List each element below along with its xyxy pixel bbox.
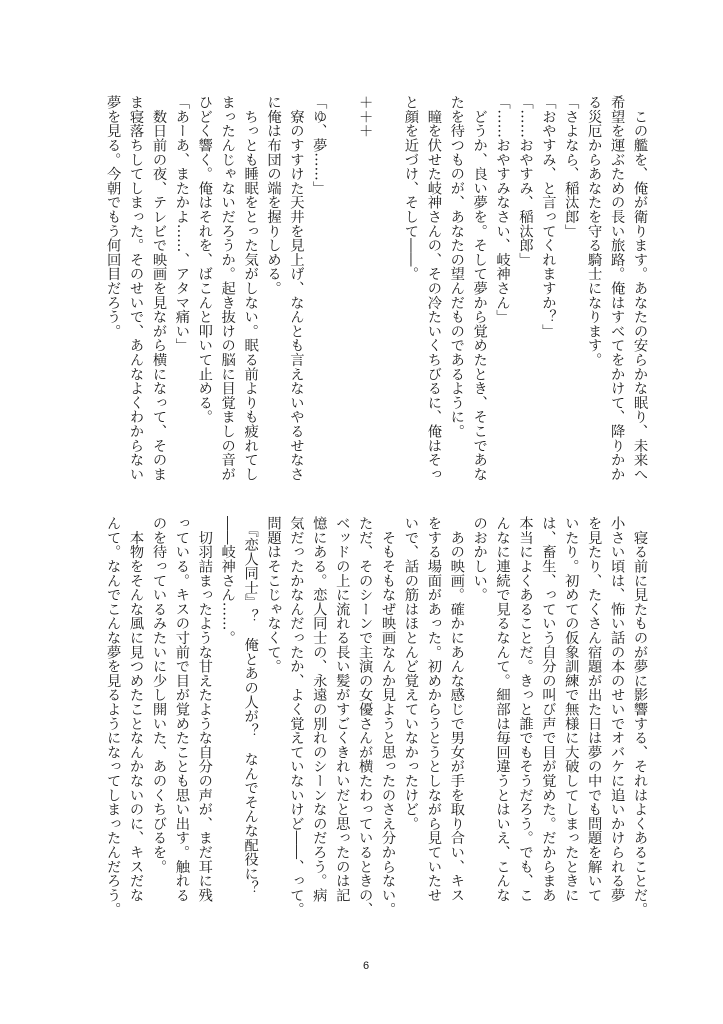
text-line: 「……おやすみ、稲汰郎」 <box>517 95 534 267</box>
text-line: ベッドの上に流れる長い髪がすごくきれいだと思ったのは記 <box>334 516 351 903</box>
text-line <box>330 95 353 487</box>
text-line: 「……おやすみなさい、岐神さん」 <box>494 95 511 324</box>
page-number: 6 <box>363 960 370 972</box>
lower-text-block <box>101 516 651 940</box>
upper-text-block <box>101 95 651 487</box>
text-line: あの映画。確かにあんな感じで男女が手を取り合い、キス <box>448 516 465 903</box>
text-line <box>376 95 399 487</box>
text-line: 寝る前に見たものが夢に影響する、それはよくあることだ。 <box>632 516 648 917</box>
text-line: 「あーあ、またかよ……、アタマ痛い」 <box>173 95 190 353</box>
text-line: 切羽詰まったような甘えたような自分の声が、まだ耳に残 <box>196 516 213 903</box>
text-line: 数日前の夜、テレビで映画を見ながら横になって、そのま <box>150 95 167 482</box>
text-line: 「さよなら、稲汰郎」 <box>563 95 580 238</box>
text-line: 寮のすすけた天井を見上げ、なんとも言えないやるせなさ <box>288 95 305 482</box>
text-line: ＋＋＋ <box>357 95 374 138</box>
text-line: に俺は布団の端を握りしめる。 <box>265 95 282 296</box>
text-line: 夢を見る。今朝でもう何回目だろう。 <box>105 95 122 339</box>
text-line: 気だったかなんだったか、よく覚えていないけど――、って。 <box>288 516 305 917</box>
text-line: まったんじゃないだろうか。起き抜けの脳に目覚ましの音が <box>219 95 236 482</box>
text-line: ――岐神さん……。 <box>219 516 236 645</box>
text-line: んなに連続で見るなんて。細部は毎回違うとはいえ、こんな <box>494 516 511 903</box>
text-line: この艦を、俺が衛ります。あなたの安らかな眠り、未来へ <box>632 95 648 482</box>
text-line: 問題はそこじゃなくて。 <box>265 516 282 674</box>
text-line: んて。なんでこんな夢を見るようになってしまったんだろう。 <box>105 516 122 917</box>
text-line: を見たり、たくさん宿題が出た日は夢の中でも問題を解いて <box>586 516 603 903</box>
text-line: そもそもなぜ映画なんか見ようと思ったのさえ分からない。 <box>380 516 397 917</box>
text-line: 小さい頃は、怖い話の本のせいでオバケに追いかけられる夢 <box>609 516 626 903</box>
text-line: のおかしい。 <box>471 516 488 602</box>
text-line: と顔を近づけ、そして――。 <box>402 95 419 281</box>
text-line: ま寝落ちしてしまった。そのせいで、あんなよくわからない <box>128 95 145 482</box>
text-line: 「ゆ、夢……」 <box>311 95 328 196</box>
text-line: 希望を運ぶための長い旅路。俺はすべてをかけて、降りかか <box>609 95 626 482</box>
text-line: は、畜生、っていう自分の叫び声で目が覚めた。だからまあ <box>540 516 557 903</box>
text-line: いで、話の筋はほとんど覚えていなかったけど。 <box>402 516 419 831</box>
text-line: 『恋人同士』？ 俺とあの人が？ なんでそんな配役に？ <box>242 516 259 895</box>
text-line: 「おやすみ、と言ってくれますか？」 <box>540 95 557 339</box>
text-line: のを待っているみたいに少し開いた、あのくちびるを。 <box>150 516 167 874</box>
text-line: 瞳を伏せた岐神さんの、その冷たいくちびるに、俺はそっ <box>425 95 442 482</box>
text-line: っている。キスの寸前で目が覚めたことも思い出す。触れる <box>173 516 190 903</box>
text-line: たを待つものが、あなたの望んだものであるように。 <box>448 95 465 439</box>
text-line: ひどく響く。俺はそれを、ばこんと叩いて止める。 <box>196 95 213 424</box>
text-line: る災厄からあなたを守る騎士になります。 <box>586 95 603 367</box>
text-line: 本物をそんな風に見つめたことなんかないのに、キスだな <box>128 516 145 903</box>
text-line: いたり。初めての仮象訓練で無様に大破してしまったときに <box>563 516 580 903</box>
text-line: をする場面があった。初めからうとうとしながら見ていたせ <box>425 516 442 903</box>
text-line: どうか、良い夢を。そして夢から覚めたとき、そこであな <box>471 95 488 482</box>
text-line: ただ、そのシーンで主演の女優さんが横たわっているときの、 <box>357 516 374 917</box>
text-line: 本当によくあることだ。きっと誰でもそうだろう。でも、こ <box>517 516 534 903</box>
text-line: 憶にある。恋人同士の、永遠の別れのシーンなのだろう。病 <box>311 516 328 903</box>
text-line: ちっとも睡眠をとった気がしない。眠る前よりも疲れてし <box>242 95 259 482</box>
